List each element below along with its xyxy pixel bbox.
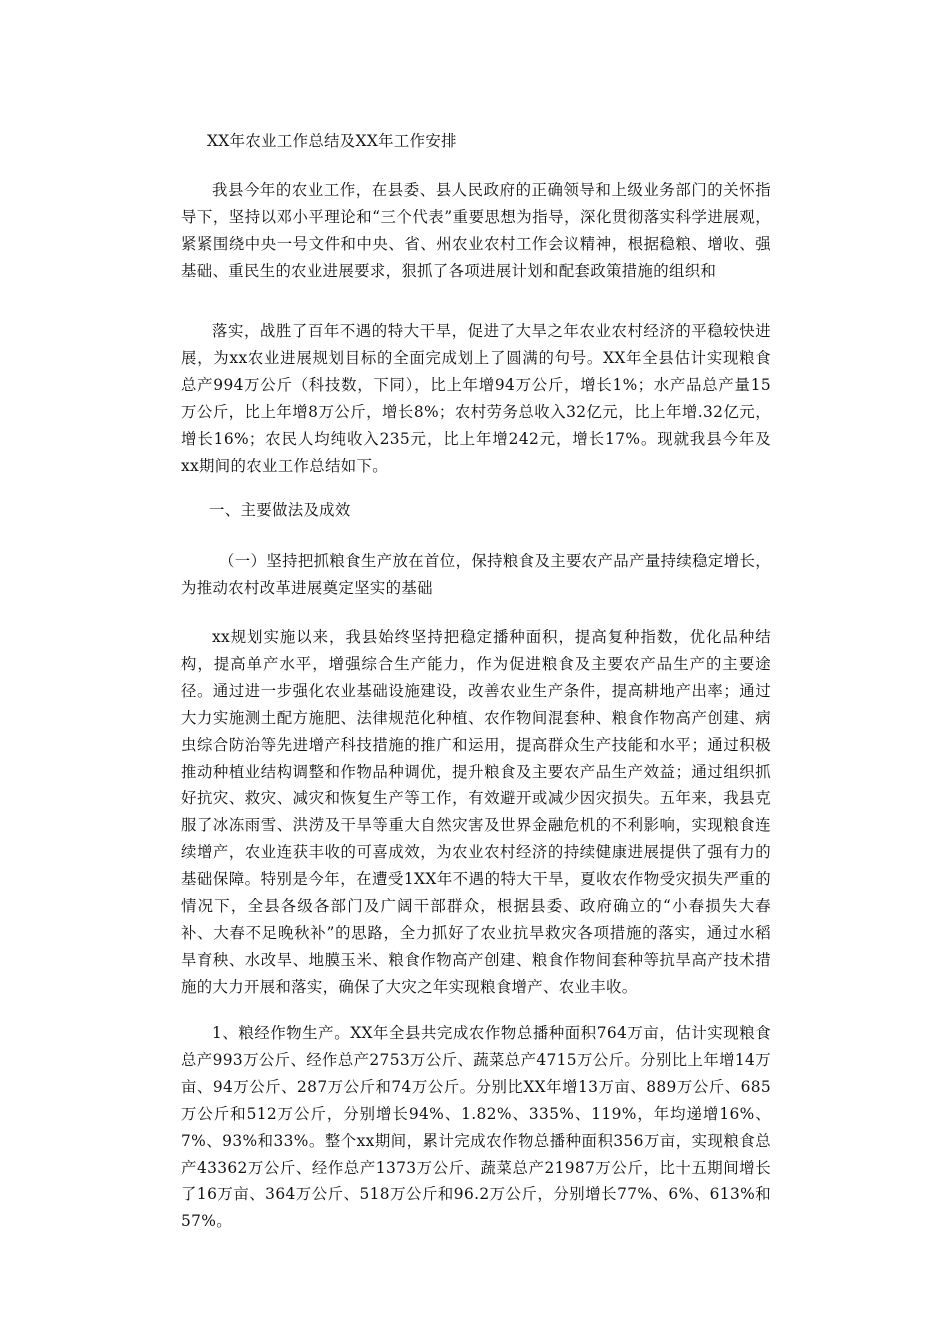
crop-production-paragraph: 1、粮经作物生产。XX年全县共完成农作物总播种面积764万亩，估计实现粮食总产993万公斤、经作总产2753万公斤、蔬菜总产4715万公斤。分别比上年增14万亩、94万公斤、287万公斤和74万公斤。分别比XX年增13万亩、889万公斤、685万公斤和512万公斤，分别增长94%、1.82%、335%、119%，年均递增16%、7%、93%和33%。整个xx期间，累计完成农作物总播种面积356万亩，实现粮食总产43362万公斤、经作总产1373万公斤、蔬菜总产21987万公斤，比十五期间增长了16万亩、364万公斤、518万公斤和96.2万公斤，分别增长77%、6%、613%和57%。: [181, 1024, 771, 1231]
section-heading: 一、主要做法及成效: [209, 501, 351, 519]
summary-paragraph: 落实，战胜了百年不遇的特大干旱，促进了大旱之年农业农村经济的平稳较快进展，为xx农业进展规划目标的全面完成划上了圆满的句号。XX年全县估计实现粮食总产994万公斤（科技数，下同），比上年增94万公斤，增长1%；水产品总产量15万公斤，比上年增8万公斤，增长8%；农村劳务总收入32亿元，比上年增.32亿元，增长16%；农民人均纯收入235元，比上年增242元，增长17%。现就我县今年及xx期间的农业工作总结如下。: [181, 322, 771, 475]
intro-paragraph: 我县今年的农业工作，在县委、县人民政府的正确领导和上级业务部门的关怀指导下，坚持以邓小平理论和“三个代表”重要思想为指导，深化贯彻落实科学进展观，紧紧围绕中央一号文件和中央、省、州农业农村工作会议精神，根据稳粮、增收、强基础、重民生的农业进展要求，狠抓了各项进展计划和配套政策措施的组织和: [181, 181, 771, 280]
subsection-heading: （一）坚持把抓粮食生产放在首位，保持粮食及主要农产品产量持续稳定增长，为推动农村改革进展奠定坚实的基础: [181, 552, 771, 597]
document-title: XX年农业工作总结及XX年工作安排: [207, 132, 457, 150]
body-paragraph: xx规划实施以来，我县始终坚持把稳定播种面积，提高复种指数，优化品种结构，提高单产水平，增强综合生产能力，作为促进粮食及主要农产品生产的主要途径。通过进一步强化农业基础设施建设，改善农业生产条件，提高耕地产出率；通过大力实施测土配方施肥、法律规范化种植、农作物间混套种、粮食作物高产创建、病虫综合防治等先进增产科技措施的推广和运用，提高群众生产技能和水平；通过积极推动种植业结构调整和作物品种调优，提升粮食及主要农产品生产效益；通过组织抓好抗灾、救灾、减灾和恢复生产等工作，有效避开或减少因灾损失。五年来，我县克服了冰冻雨雪、洪涝及干旱等重大自然灾害及世界金融危机的不利影响，实现粮食连续增产，农业连获丰收的可喜成效，为农业农村经济的持续健康进展提供了强有力的基础保障。特别是今年，在遭受1XX年不遇的特大干旱，夏收农作物受灾损失严重的情况下，全县各级各部门及广阔干部群众，根据县委、政府确立的“小春损失大春补、大春不足晚秋补”的思路，全力抓好了农业抗旱救灾各项措施的落实，通过水稻旱育秧、水改旱、地膜玉米、粮食作物高产创建、粮食作物间套种等抗旱高产技术措施的大力开展和落实，确保了大灾之年实现粮食增产、农业丰收。: [181, 628, 771, 996]
